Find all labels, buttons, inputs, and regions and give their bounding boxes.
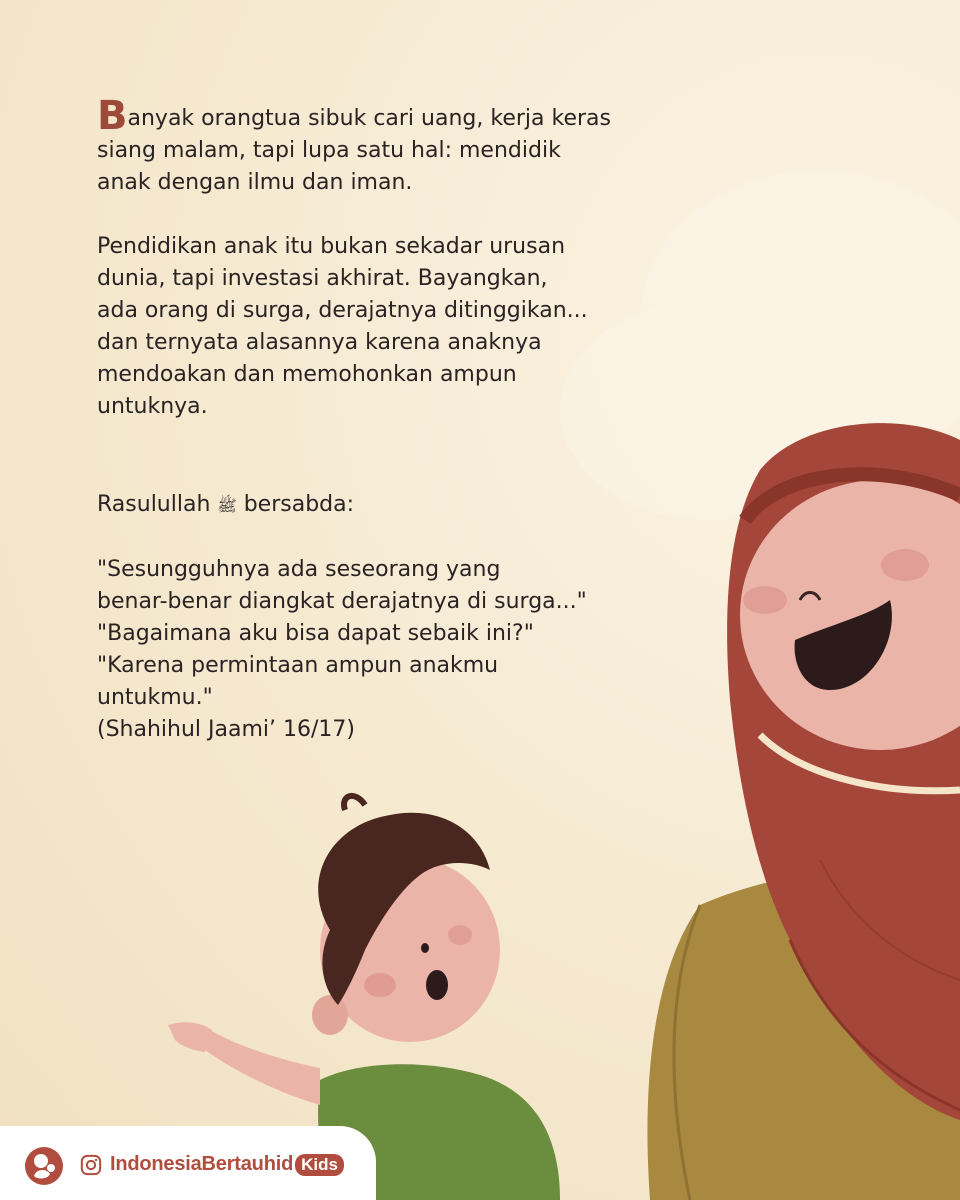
brand-name: IndonesiaBertauhid: [110, 1153, 294, 1175]
kids-badge: Kids: [295, 1154, 344, 1176]
article-text: [97, 93, 697, 746]
salawat-symbol: ﷺ: [217, 496, 237, 515]
hadith-quote: "Sesungguhnya ada seseorang yang benar-benar diangkat derajatnya di surga..." "Bagaimana aku bisa dapat sebaik ini?" "Karena permintaan ampun anakmu untukmu." (Shahihul Jaami’ 16/17): [97, 557, 587, 742]
mother-child-logo-icon: [24, 1146, 64, 1186]
hadith-intro-after: bersabda:: [236, 492, 355, 517]
hadith-intro: [97, 489, 697, 522]
paragraph-2: Pendidikan anak itu bukan sekadar urusan dunia, tapi investasi akhirat. Bayangkan, ada orang di surga, derajatnya ditinggikan... dan ternyata alasannya karena anaknya mendoakan dan memohonkan ampun untuknya.: [97, 234, 588, 419]
brand-handle[interactable]: [80, 1153, 344, 1176]
hadith-intro-before: Rasulullah: [97, 492, 218, 517]
dropcap-letter: B: [97, 93, 128, 139]
paragraph-1-text: anyak orangtua sibuk cari uang, kerja keras siang malam, tapi lupa satu hal: mendidik anak dengan ilmu dan iman.: [97, 106, 611, 195]
paragraph-1: [97, 93, 697, 199]
instagram-icon: [80, 1154, 102, 1176]
